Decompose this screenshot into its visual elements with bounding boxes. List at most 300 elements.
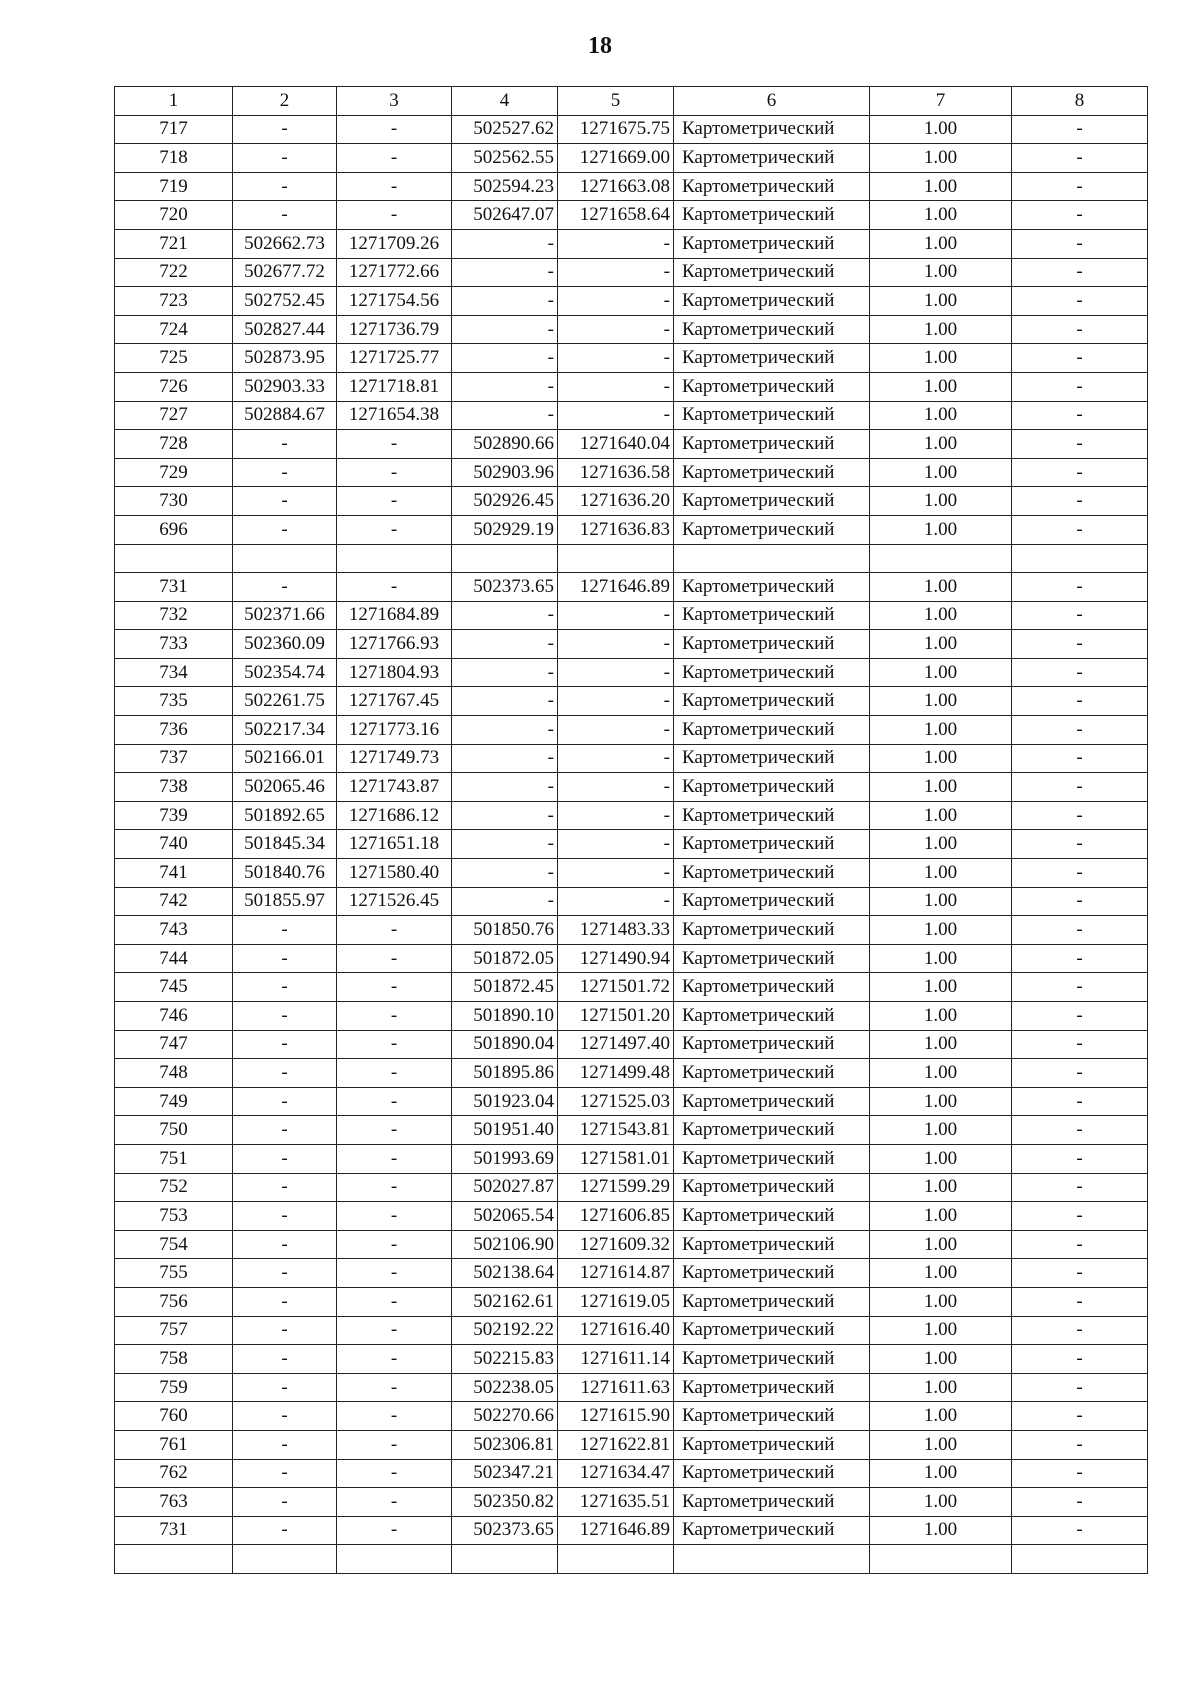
cell-y-existing: [337, 1545, 452, 1574]
cell-y-existing: 1271754.56: [337, 287, 452, 316]
table-row: [115, 1373, 1148, 1402]
cell-point-number: 737: [115, 744, 233, 773]
cell-y-new: -: [558, 287, 674, 316]
cell-y-new: 1271615.90: [558, 1402, 674, 1431]
cell-description: -: [1012, 344, 1148, 373]
cell-y-new: -: [558, 344, 674, 373]
table-row: [115, 1459, 1148, 1488]
column-header-y-existing: 3: [337, 87, 452, 116]
column-header-point-number: 1: [115, 87, 233, 116]
cell-accuracy: 1.00: [870, 944, 1012, 973]
cell-description: -: [1012, 1202, 1148, 1231]
cell-y-new: 1271640.04: [558, 430, 674, 459]
cell-method: Картометрический: [674, 1316, 870, 1345]
cell-x-new: 502192.22: [452, 1316, 558, 1345]
cell-description: -: [1012, 830, 1148, 859]
cell-point-number: 731: [115, 1516, 233, 1545]
cell-point-number: 761: [115, 1430, 233, 1459]
cell-point-number: 718: [115, 144, 233, 173]
cell-description: -: [1012, 1402, 1148, 1431]
cell-method: Картометрический: [674, 601, 870, 630]
cell-x-new: -: [452, 601, 558, 630]
cell-y-new: 1271483.33: [558, 916, 674, 945]
cell-accuracy: 1.00: [870, 716, 1012, 745]
cell-method: Картометрический: [674, 401, 870, 430]
cell-description: -: [1012, 372, 1148, 401]
cell-x-existing: -: [233, 487, 337, 516]
cell-x-existing: 501855.97: [233, 887, 337, 916]
table-row: [115, 601, 1148, 630]
table-row: [115, 144, 1148, 173]
table-row: [115, 1516, 1148, 1545]
cell-point-number: 722: [115, 258, 233, 287]
cell-method: Картометрический: [674, 430, 870, 459]
cell-x-existing: -: [233, 515, 337, 544]
cell-x-new: 502890.66: [452, 430, 558, 459]
cell-x-existing: -: [233, 172, 337, 201]
cell-x-existing: 502360.09: [233, 630, 337, 659]
cell-method: Картометрический: [674, 744, 870, 773]
cell-x-new: -: [452, 658, 558, 687]
cell-description: -: [1012, 859, 1148, 888]
cell-x-new: 502903.96: [452, 458, 558, 487]
cell-y-new: 1271499.48: [558, 1059, 674, 1088]
cell-y-existing: 1271709.26: [337, 229, 452, 258]
table-row: [115, 372, 1148, 401]
cell-point-number: 747: [115, 1030, 233, 1059]
cell-y-new: 1271635.51: [558, 1488, 674, 1517]
cell-y-new: 1271646.89: [558, 573, 674, 602]
cell-accuracy: 1.00: [870, 1173, 1012, 1202]
cell-y-new: 1271634.47: [558, 1459, 674, 1488]
cell-description: -: [1012, 1259, 1148, 1288]
cell-method: [674, 544, 870, 573]
table-row: [115, 887, 1148, 916]
table-row: [115, 658, 1148, 687]
cell-point-number: 717: [115, 115, 233, 144]
cell-y-new: 1271622.81: [558, 1430, 674, 1459]
table-row: [115, 287, 1148, 316]
cell-description: -: [1012, 458, 1148, 487]
cell-x-new: -: [452, 401, 558, 430]
cell-point-number: 762: [115, 1459, 233, 1488]
cell-y-existing: -: [337, 1116, 452, 1145]
cell-x-new: -: [452, 258, 558, 287]
cell-x-new: 502027.87: [452, 1173, 558, 1202]
cell-y-existing: -: [337, 1030, 452, 1059]
cell-x-existing: 502217.34: [233, 716, 337, 745]
cell-y-existing: -: [337, 201, 452, 230]
cell-x-existing: -: [233, 1059, 337, 1088]
cell-x-existing: 502371.66: [233, 601, 337, 630]
cell-y-existing: -: [337, 115, 452, 144]
cell-y-existing: 1271772.66: [337, 258, 452, 287]
cell-y-existing: -: [337, 1173, 452, 1202]
cell-x-new: 501850.76: [452, 916, 558, 945]
cell-x-existing: -: [233, 1144, 337, 1173]
cell-x-existing: -: [233, 1087, 337, 1116]
cell-y-existing: 1271718.81: [337, 372, 452, 401]
cell-accuracy: 1.00: [870, 201, 1012, 230]
cell-x-new: -: [452, 315, 558, 344]
cell-method: Картометрический: [674, 1230, 870, 1259]
table-row: [115, 744, 1148, 773]
cell-point-number: 738: [115, 773, 233, 802]
cell-x-new: [452, 544, 558, 573]
cell-y-existing: -: [337, 487, 452, 516]
cell-y-new: -: [558, 716, 674, 745]
cell-x-existing: -: [233, 1373, 337, 1402]
table-row: [115, 229, 1148, 258]
cell-description: -: [1012, 229, 1148, 258]
cell-point-number: 750: [115, 1116, 233, 1145]
cell-x-new: -: [452, 687, 558, 716]
cell-point-number: 728: [115, 430, 233, 459]
cell-method: Картометрический: [674, 830, 870, 859]
cell-y-existing: -: [337, 573, 452, 602]
cell-y-new: 1271636.20: [558, 487, 674, 516]
cell-y-new: [558, 1545, 674, 1574]
cell-y-new: 1271611.14: [558, 1345, 674, 1374]
cell-method: Картометрический: [674, 1259, 870, 1288]
coordinates-table: [114, 86, 1148, 1574]
cell-method: Картометрический: [674, 315, 870, 344]
cell-x-new: -: [452, 801, 558, 830]
cell-description: -: [1012, 1030, 1148, 1059]
cell-x-existing: -: [233, 944, 337, 973]
cell-y-new: 1271614.87: [558, 1259, 674, 1288]
table-row: [115, 1144, 1148, 1173]
cell-x-existing: -: [233, 1030, 337, 1059]
cell-accuracy: 1.00: [870, 229, 1012, 258]
cell-x-new: 502647.07: [452, 201, 558, 230]
cell-method: Картометрический: [674, 773, 870, 802]
cell-accuracy: 1.00: [870, 1259, 1012, 1288]
cell-point-number: 734: [115, 658, 233, 687]
cell-accuracy: 1.00: [870, 1059, 1012, 1088]
cell-x-existing: -: [233, 1230, 337, 1259]
table-row: [115, 1430, 1148, 1459]
cell-x-existing: -: [233, 1488, 337, 1517]
cell-y-existing: -: [337, 1087, 452, 1116]
cell-x-new: -: [452, 716, 558, 745]
cell-method: Картометрический: [674, 144, 870, 173]
cell-accuracy: 1.00: [870, 1345, 1012, 1374]
column-header-y-new: 5: [558, 87, 674, 116]
cell-description: -: [1012, 1345, 1148, 1374]
cell-method: Картометрический: [674, 1345, 870, 1374]
cell-accuracy: 1.00: [870, 172, 1012, 201]
cell-point-number: 719: [115, 172, 233, 201]
cell-y-existing: -: [337, 430, 452, 459]
cell-description: -: [1012, 1144, 1148, 1173]
cell-x-existing: -: [233, 1345, 337, 1374]
table-row: [115, 172, 1148, 201]
cell-y-existing: -: [337, 916, 452, 945]
table-row: [115, 1002, 1148, 1031]
cell-method: Картометрический: [674, 916, 870, 945]
cell-accuracy: 1.00: [870, 1488, 1012, 1517]
cell-accuracy: 1.00: [870, 1087, 1012, 1116]
cell-accuracy: 1.00: [870, 372, 1012, 401]
cell-accuracy: 1.00: [870, 1459, 1012, 1488]
cell-point-number: [115, 544, 233, 573]
cell-point-number: 739: [115, 801, 233, 830]
table-row: [115, 1173, 1148, 1202]
cell-y-existing: -: [337, 1230, 452, 1259]
cell-accuracy: 1.00: [870, 287, 1012, 316]
cell-method: Картометрический: [674, 258, 870, 287]
cell-method: Картометрический: [674, 687, 870, 716]
cell-accuracy: [870, 544, 1012, 573]
cell-x-existing: 502677.72: [233, 258, 337, 287]
cell-x-existing: 502884.67: [233, 401, 337, 430]
cell-y-new: 1271675.75: [558, 115, 674, 144]
cell-point-number: 760: [115, 1402, 233, 1431]
cell-x-new: 502929.19: [452, 515, 558, 544]
cell-description: -: [1012, 773, 1148, 802]
table-row: [115, 258, 1148, 287]
table-row: [115, 1488, 1148, 1517]
cell-y-existing: -: [337, 1144, 452, 1173]
cell-x-new: 502373.65: [452, 1516, 558, 1545]
cell-point-number: 730: [115, 487, 233, 516]
cell-x-new: 502065.54: [452, 1202, 558, 1231]
cell-x-existing: 501845.34: [233, 830, 337, 859]
table-row: [115, 1545, 1148, 1574]
cell-method: Картометрический: [674, 1488, 870, 1517]
cell-description: -: [1012, 1173, 1148, 1202]
cell-y-new: 1271599.29: [558, 1173, 674, 1202]
cell-point-number: 723: [115, 287, 233, 316]
cell-x-existing: -: [233, 1402, 337, 1431]
cell-accuracy: 1.00: [870, 144, 1012, 173]
table-row: [115, 515, 1148, 544]
cell-point-number: 758: [115, 1345, 233, 1374]
cell-x-new: 501872.45: [452, 973, 558, 1002]
table-body: [115, 115, 1148, 1573]
cell-y-new: 1271616.40: [558, 1316, 674, 1345]
cell-description: -: [1012, 630, 1148, 659]
cell-description: -: [1012, 1459, 1148, 1488]
cell-x-existing: 502261.75: [233, 687, 337, 716]
cell-x-existing: 501840.76: [233, 859, 337, 888]
cell-accuracy: 1.00: [870, 1144, 1012, 1173]
table-row: [115, 1230, 1148, 1259]
cell-y-new: -: [558, 601, 674, 630]
cell-y-existing: 1271766.93: [337, 630, 452, 659]
cell-accuracy: 1.00: [870, 1516, 1012, 1545]
table-row: [115, 1030, 1148, 1059]
table-row: [115, 1345, 1148, 1374]
cell-method: Картометрический: [674, 287, 870, 316]
cell-accuracy: 1.00: [870, 1002, 1012, 1031]
cell-x-existing: -: [233, 430, 337, 459]
cell-x-existing: 502662.73: [233, 229, 337, 258]
cell-description: -: [1012, 487, 1148, 516]
table-row: [115, 1202, 1148, 1231]
cell-method: Картометрический: [674, 344, 870, 373]
cell-accuracy: 1.00: [870, 887, 1012, 916]
table-row: [115, 344, 1148, 373]
cell-y-existing: -: [337, 944, 452, 973]
cell-y-existing: 1271749.73: [337, 744, 452, 773]
table-row: [115, 1316, 1148, 1345]
table-row: [115, 973, 1148, 1002]
cell-point-number: 752: [115, 1173, 233, 1202]
cell-point-number: 732: [115, 601, 233, 630]
cell-y-existing: 1271684.89: [337, 601, 452, 630]
column-header-method: 6: [674, 87, 870, 116]
cell-y-existing: 1271743.87: [337, 773, 452, 802]
cell-accuracy: 1.00: [870, 573, 1012, 602]
cell-accuracy: 1.00: [870, 687, 1012, 716]
cell-method: Картометрический: [674, 1002, 870, 1031]
cell-description: -: [1012, 973, 1148, 1002]
cell-point-number: 742: [115, 887, 233, 916]
table-row: [115, 944, 1148, 973]
cell-accuracy: [870, 1545, 1012, 1574]
cell-x-new: 501890.04: [452, 1030, 558, 1059]
table-row: [115, 630, 1148, 659]
cell-description: -: [1012, 658, 1148, 687]
cell-x-existing: -: [233, 1116, 337, 1145]
cell-x-new: 502215.83: [452, 1345, 558, 1374]
cell-method: Картометрический: [674, 944, 870, 973]
cell-point-number: 724: [115, 315, 233, 344]
cell-x-existing: -: [233, 1430, 337, 1459]
cell-point-number: 754: [115, 1230, 233, 1259]
cell-description: -: [1012, 144, 1148, 173]
table-header-row: [115, 87, 1148, 116]
cell-x-existing: 502873.95: [233, 344, 337, 373]
cell-accuracy: 1.00: [870, 658, 1012, 687]
cell-y-existing: -: [337, 1373, 452, 1402]
page-number: 18: [588, 33, 612, 59]
cell-y-new: -: [558, 229, 674, 258]
cell-point-number: 744: [115, 944, 233, 973]
cell-y-existing: 1271654.38: [337, 401, 452, 430]
cell-method: Картометрический: [674, 658, 870, 687]
table-row: [115, 773, 1148, 802]
cell-y-existing: -: [337, 1516, 452, 1545]
cell-y-new: 1271501.20: [558, 1002, 674, 1031]
cell-x-existing: -: [233, 916, 337, 945]
cell-method: Картометрический: [674, 573, 870, 602]
cell-description: -: [1012, 1230, 1148, 1259]
cell-x-existing: -: [233, 144, 337, 173]
cell-point-number: 725: [115, 344, 233, 373]
cell-x-existing: -: [233, 1173, 337, 1202]
cell-y-new: [558, 544, 674, 573]
cell-method: Картометрический: [674, 458, 870, 487]
cell-accuracy: 1.00: [870, 744, 1012, 773]
table-row: [115, 801, 1148, 830]
table-row: [115, 1116, 1148, 1145]
cell-x-new: 501890.10: [452, 1002, 558, 1031]
cell-x-new: 502562.55: [452, 144, 558, 173]
cell-method: [674, 1545, 870, 1574]
table-row: [115, 573, 1148, 602]
cell-x-new: 502238.05: [452, 1373, 558, 1402]
cell-y-new: -: [558, 744, 674, 773]
cell-y-existing: -: [337, 515, 452, 544]
cell-point-number: 696: [115, 515, 233, 544]
column-header-x-existing: 2: [233, 87, 337, 116]
cell-point-number: 721: [115, 229, 233, 258]
cell-x-existing: 502752.45: [233, 287, 337, 316]
cell-y-new: -: [558, 658, 674, 687]
cell-point-number: 759: [115, 1373, 233, 1402]
cell-point-number: 743: [115, 916, 233, 945]
cell-x-new: 502926.45: [452, 487, 558, 516]
cell-y-existing: 1271773.16: [337, 716, 452, 745]
table-row: [115, 1402, 1148, 1431]
cell-accuracy: 1.00: [870, 773, 1012, 802]
cell-x-existing: [233, 1545, 337, 1574]
cell-x-new: 502347.21: [452, 1459, 558, 1488]
cell-y-new: -: [558, 801, 674, 830]
table-row: [115, 458, 1148, 487]
cell-x-new: -: [452, 344, 558, 373]
cell-accuracy: 1.00: [870, 1373, 1012, 1402]
cell-y-existing: 1271736.79: [337, 315, 452, 344]
cell-method: Картометрический: [674, 859, 870, 888]
cell-description: -: [1012, 1516, 1148, 1545]
cell-accuracy: 1.00: [870, 1116, 1012, 1145]
cell-x-new: 502106.90: [452, 1230, 558, 1259]
cell-method: Картометрический: [674, 1430, 870, 1459]
cell-x-new: 502162.61: [452, 1287, 558, 1316]
cell-point-number: 757: [115, 1316, 233, 1345]
cell-method: Картометрический: [674, 172, 870, 201]
cell-y-new: 1271658.64: [558, 201, 674, 230]
cell-y-new: 1271646.89: [558, 1516, 674, 1545]
cell-y-existing: -: [337, 458, 452, 487]
cell-x-existing: 502065.46: [233, 773, 337, 802]
cell-y-existing: -: [337, 1059, 452, 1088]
cell-y-new: 1271611.63: [558, 1373, 674, 1402]
cell-x-new: -: [452, 630, 558, 659]
table-row: [115, 1259, 1148, 1288]
table-row: [115, 830, 1148, 859]
cell-x-new: [452, 1545, 558, 1574]
cell-method: Картометрический: [674, 515, 870, 544]
cell-y-new: -: [558, 687, 674, 716]
cell-y-existing: -: [337, 1430, 452, 1459]
cell-y-existing: -: [337, 1488, 452, 1517]
cell-x-existing: -: [233, 1459, 337, 1488]
cell-y-new: 1271636.83: [558, 515, 674, 544]
cell-y-new: -: [558, 773, 674, 802]
cell-point-number: [115, 1545, 233, 1574]
cell-method: Картометрический: [674, 1087, 870, 1116]
cell-point-number: 740: [115, 830, 233, 859]
cell-accuracy: 1.00: [870, 487, 1012, 516]
cell-method: Картометрический: [674, 630, 870, 659]
cell-accuracy: 1.00: [870, 973, 1012, 1002]
cell-method: Картометрический: [674, 1173, 870, 1202]
cell-method: Картометрический: [674, 115, 870, 144]
table-row: [115, 401, 1148, 430]
cell-method: Картометрический: [674, 487, 870, 516]
column-header-description: 8: [1012, 87, 1148, 116]
cell-y-existing: -: [337, 1316, 452, 1345]
cell-y-new: 1271606.85: [558, 1202, 674, 1231]
cell-method: Картометрический: [674, 1373, 870, 1402]
cell-point-number: 755: [115, 1259, 233, 1288]
cell-description: -: [1012, 916, 1148, 945]
